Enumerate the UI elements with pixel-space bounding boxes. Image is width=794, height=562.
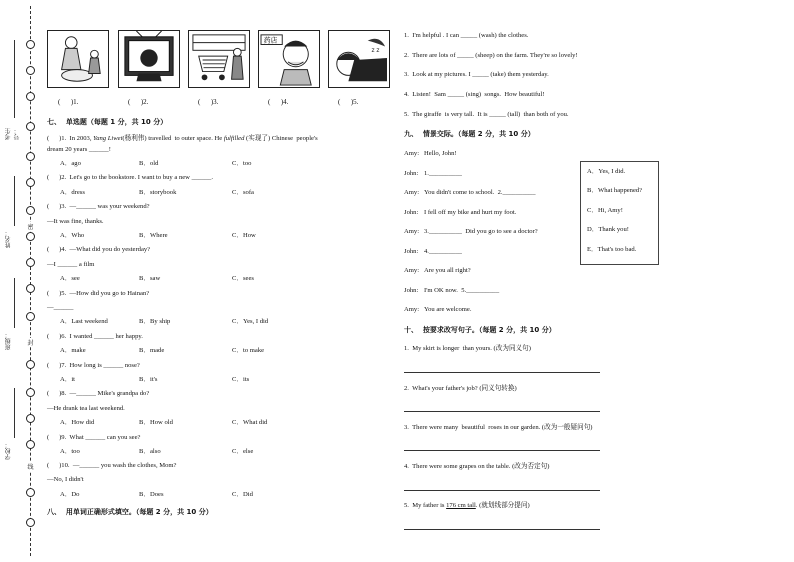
school-field[interactable]: 学校： bbox=[2, 388, 16, 488]
dialogue-blank-4[interactable]: 4.__________ bbox=[424, 248, 462, 255]
question-5: ( )5. —How did you go to Hainan? bbox=[47, 290, 150, 297]
option[interactable]: A．ago bbox=[60, 160, 81, 167]
option[interactable]: C．How bbox=[232, 232, 256, 239]
tv-watching-icon bbox=[119, 31, 179, 87]
fill-blank-2[interactable]: 2. There are lots of _____ (sheep) on the farm. They're so lovely! bbox=[404, 52, 578, 59]
option[interactable]: A．see bbox=[60, 275, 80, 282]
dialogue-line: You are welcome. bbox=[424, 306, 472, 313]
rewrite-item-1: 1. My skirt is longer than yours. (改为同义句) bbox=[404, 345, 531, 352]
option[interactable]: B．also bbox=[139, 448, 161, 455]
binding-hole bbox=[26, 360, 35, 369]
dialogue-speaker: Amy: bbox=[404, 189, 420, 196]
sick-boy-icon bbox=[259, 31, 319, 87]
rewrite-item-2: 2. What's your father's job? (同义句转换) bbox=[404, 385, 517, 392]
binding-hole bbox=[26, 40, 35, 49]
picture-5 bbox=[328, 30, 390, 88]
binding-hole bbox=[26, 232, 35, 241]
answer-line-5[interactable] bbox=[404, 529, 600, 530]
binding-hole bbox=[26, 122, 35, 131]
option[interactable]: B．How old bbox=[139, 419, 173, 426]
dialogue-speaker: John: bbox=[404, 170, 419, 177]
question-10-reply: —No, I didn't bbox=[47, 476, 84, 483]
answer-line-2[interactable] bbox=[404, 411, 600, 412]
option[interactable]: B．By ship bbox=[139, 318, 171, 325]
class-field[interactable]: 班级： bbox=[2, 278, 16, 378]
question-3-reply: —It was fine, thanks. bbox=[47, 218, 104, 225]
dialogue-blank-3[interactable]: 3.__________ Did you go to see a doctor? bbox=[424, 228, 538, 235]
section-8-heading: 八、 用单词正确形式填空。（每题 2 分，共 10 分） bbox=[47, 508, 213, 516]
picture-answer-3[interactable]: ( )3. bbox=[198, 98, 219, 106]
dialogue-speaker: John: bbox=[404, 209, 419, 216]
question-1: ( )1. In 2003, Yang Liwei(杨利伟) travelled to outer space. He fulfilled (实现了) Chinese people's bbox=[47, 135, 318, 142]
binding-margin bbox=[0, 0, 44, 562]
option[interactable]: C．Yes, I did bbox=[232, 318, 269, 325]
seal-char: 密 bbox=[26, 222, 35, 231]
picture-answer-5[interactable]: ( )5. bbox=[338, 98, 359, 106]
seal-char: 线 bbox=[26, 462, 35, 471]
binding-hole bbox=[26, 414, 35, 423]
option[interactable]: A．Who bbox=[60, 232, 85, 239]
question-2: ( )2. Let's go to the bookstore. I want to buy a new ______. bbox=[47, 174, 214, 181]
picture-1 bbox=[47, 30, 109, 88]
option[interactable]: C．sofa bbox=[232, 189, 254, 196]
binding-hole bbox=[26, 258, 35, 267]
option[interactable]: A．Last weekend bbox=[60, 318, 108, 325]
picture-3 bbox=[188, 30, 250, 88]
rewrite-item-4: 4. There were some grapes on the table. (改为否定句) bbox=[404, 463, 550, 470]
question-4: ( )4. —What did you do yesterday? bbox=[47, 246, 151, 253]
answer-line-3[interactable] bbox=[404, 450, 600, 451]
fill-blank-1[interactable]: 1. I'm helpful . I can _____ (wash) the clothes. bbox=[404, 32, 529, 39]
picture-answer-1[interactable]: ( )1. bbox=[58, 98, 79, 106]
dialogue-blank-1[interactable]: 1.__________ bbox=[424, 170, 462, 177]
dialogue-speaker: John: bbox=[404, 248, 419, 255]
question-3: ( )3. —______ was your weekend? bbox=[47, 203, 150, 210]
section-10-heading: 十、 按要求改写句子。（每题 2 分，共 10 分） bbox=[404, 326, 556, 334]
dialogue-option[interactable]: E．That's too bad. bbox=[587, 246, 637, 253]
question-6: ( )6. I wanted ______ her happy. bbox=[47, 333, 143, 340]
option[interactable]: C．too bbox=[232, 160, 252, 167]
question-10: ( )10. —______ you wash the clothes, Mom? bbox=[47, 462, 177, 469]
question-9: ( )9. What ______ can you see? bbox=[47, 434, 141, 441]
question-8-reply: —He drank tea last weekend. bbox=[47, 405, 125, 412]
answer-line-1[interactable] bbox=[404, 372, 600, 373]
option[interactable]: A．too bbox=[60, 448, 80, 455]
fill-blank-3[interactable]: 3. Look at my pictures. I _____ (take) them yesterday. bbox=[404, 71, 549, 78]
option[interactable]: C．to make bbox=[232, 347, 265, 354]
seal-char: 封 bbox=[26, 338, 35, 347]
option[interactable]: B．storybook bbox=[139, 189, 177, 196]
cut-line bbox=[30, 6, 31, 556]
option[interactable]: A．How did bbox=[60, 419, 95, 426]
rewrite-item-5: 5. My father is 176 cm tall. (就划线部分提问) bbox=[404, 502, 530, 509]
option[interactable]: C．else bbox=[232, 448, 254, 455]
dialogue-speaker: Amy: bbox=[404, 267, 420, 274]
fill-blank-5[interactable]: 5. The giraffe is very tall. It is _____ (tall) than both of you. bbox=[404, 111, 569, 118]
option[interactable]: B．Where bbox=[139, 232, 168, 239]
dialogue-speaker: Amy: bbox=[404, 228, 420, 235]
section-7-heading: 七、 单选题（每题 1 分，共 10 分） bbox=[47, 118, 168, 126]
picture-answer-2[interactable]: ( )2. bbox=[128, 98, 149, 106]
binding-hole bbox=[26, 388, 35, 397]
dialogue-speaker: John: bbox=[404, 287, 419, 294]
binding-hole bbox=[26, 66, 35, 75]
dialogue-blank-2[interactable]: You didn't come to school. 2.__________ bbox=[424, 189, 536, 196]
binding-hole bbox=[26, 488, 35, 497]
binding-hole bbox=[26, 518, 35, 527]
binding-hole bbox=[26, 206, 35, 215]
option[interactable]: B．Does bbox=[139, 491, 164, 498]
section-9-heading: 九、 情景交际。（每题 2 分，共 10 分） bbox=[404, 130, 535, 138]
fill-blank-4[interactable]: 4. Listen! Sam _____ (sing) songs. How beautiful! bbox=[404, 91, 545, 98]
option[interactable]: A．make bbox=[60, 347, 86, 354]
option[interactable]: B．made bbox=[139, 347, 165, 354]
question-4-reply: —I ______ a film bbox=[47, 261, 95, 268]
dialogue-options-box bbox=[580, 161, 659, 265]
question-1-cont: dream 20 years ______! bbox=[47, 146, 111, 153]
option[interactable]: A．it bbox=[60, 376, 76, 383]
picture-answer-4[interactable]: ( )4. bbox=[268, 98, 289, 106]
question-5-reply: —______ bbox=[47, 304, 74, 311]
option[interactable]: B．old bbox=[139, 160, 159, 167]
picture-4 bbox=[258, 30, 320, 88]
dialogue-speaker: Amy: bbox=[404, 306, 420, 313]
binding-hole bbox=[26, 152, 35, 161]
dialogue-blank-5[interactable]: I'm OK now. 5.__________ bbox=[424, 287, 500, 294]
binding-hole bbox=[26, 284, 35, 293]
option[interactable]: B．it's bbox=[139, 376, 158, 383]
option[interactable]: C．Did bbox=[232, 491, 253, 498]
option[interactable]: C．sees bbox=[232, 275, 254, 282]
option[interactable]: C．its bbox=[232, 376, 250, 383]
dialogue-line: I fell off my bike and hurt my foot. bbox=[424, 209, 517, 216]
question-7: ( )7. How long is ______ nose? bbox=[47, 362, 140, 369]
shopping-cart-icon bbox=[189, 31, 249, 87]
option[interactable]: A．Do bbox=[60, 491, 80, 498]
name-field[interactable]: 姓名： bbox=[2, 176, 16, 276]
svg-text:z z: z z bbox=[371, 48, 380, 55]
binding-hole bbox=[26, 312, 35, 321]
dialogue-line: Hello, John! bbox=[424, 150, 457, 157]
option[interactable]: C．What did bbox=[232, 419, 268, 426]
underlined-part: 176 cm tall bbox=[446, 502, 476, 509]
binding-hole bbox=[26, 440, 35, 449]
dialogue-speaker: Amy: bbox=[404, 150, 420, 157]
rewrite-item-3: 3. There were many beautiful roses in our garden. (改为一般疑问句) bbox=[404, 424, 593, 431]
dialogue-option[interactable]: B．What happened? bbox=[587, 187, 643, 194]
dialogue-line: Are you all right? bbox=[424, 267, 471, 274]
question-8: ( )8. —______ Mike's grandpa do? bbox=[47, 390, 150, 397]
dialogue-option[interactable]: D．Thank you! bbox=[587, 226, 629, 233]
answer-line-4[interactable] bbox=[404, 490, 600, 491]
option[interactable]: B．saw bbox=[139, 275, 161, 282]
binding-hole bbox=[26, 178, 35, 187]
exam-number-field[interactable]: 考生号： bbox=[2, 40, 16, 140]
option[interactable]: A．dress bbox=[60, 189, 85, 196]
dialogue-option[interactable]: A．Yes, I did. bbox=[587, 168, 626, 175]
binding-hole bbox=[26, 92, 35, 101]
sleeping-boy-icon bbox=[329, 31, 389, 87]
mother-child-washing-icon bbox=[48, 31, 108, 87]
pharmacy-sign: 药店 bbox=[263, 36, 278, 45]
picture-2 bbox=[118, 30, 180, 88]
dialogue-option[interactable]: C．Hi, Amy! bbox=[587, 207, 623, 214]
